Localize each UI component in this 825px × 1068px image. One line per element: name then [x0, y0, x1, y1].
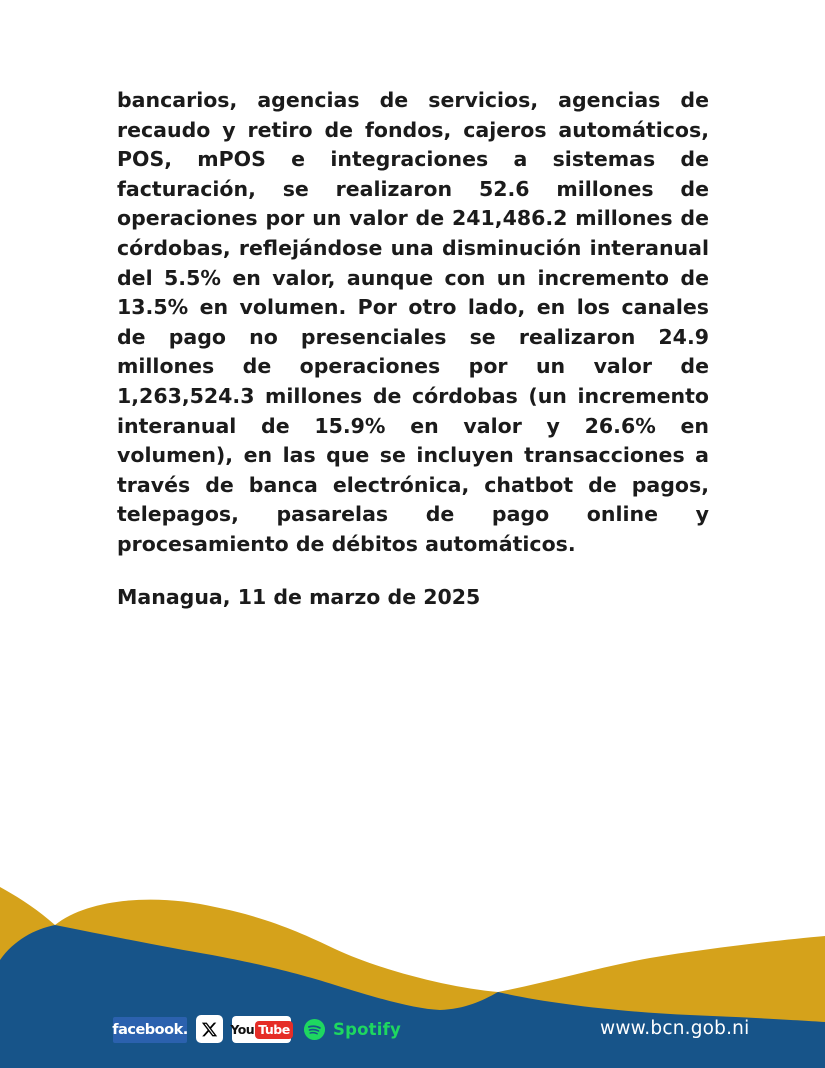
youtube-badge[interactable] — [232, 1016, 291, 1043]
spotify-badge[interactable] — [303, 1017, 401, 1041]
youtube-you-wordmark: You — [230, 1022, 255, 1037]
dateline: Managua, 11 de marzo de 2025 — [117, 585, 481, 609]
x-icon — [201, 1021, 218, 1038]
spotify-wordmark: Spotify — [333, 1019, 401, 1039]
body-paragraph: bancarios, agencias de servicios, agencias de recaudo y retiro de fondos, cajeros automáticos, POS, mPOS e integraciones a sistemas de facturación, se realizaron 52.6 millones de operaciones por un valor de 241,486.2 millones de córdobas, reflejándose una disminución interanual del 5.5% en valor, aunque con un incremento de 13.5% en volumen. Por otro lado, en los canales de pago no presenciales se realizaron 24.9 millones de operaciones por un valor de 1,263,524.3 millones de córdobas (un incremento interanual de 15.9% en valor y 26.6% en volumen), en las que se incluyen transacciones a través de banca electrónica, chatbot de pagos, telepagos, pasarelas de pago online y procesamiento de débitos automáticos. — [117, 88, 709, 556]
spotify-icon — [303, 1018, 326, 1041]
youtube-tube-wordmark: Tube — [255, 1021, 292, 1039]
facebook-wordmark: facebook. — [112, 1022, 188, 1038]
website-url[interactable]: www.bcn.gob.ni — [600, 1018, 750, 1039]
x-badge[interactable] — [196, 1015, 223, 1043]
facebook-badge[interactable] — [113, 1017, 187, 1043]
